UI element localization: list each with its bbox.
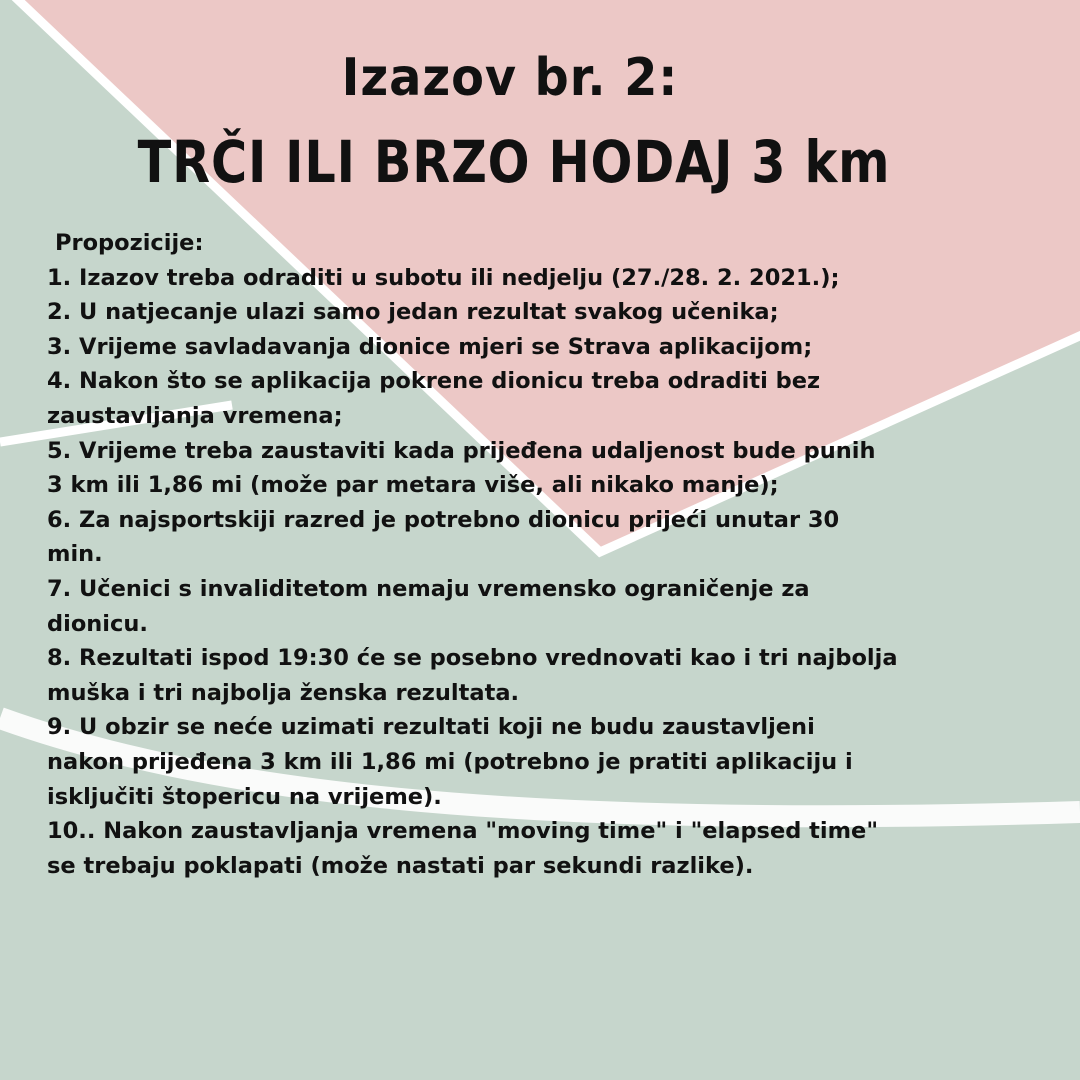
rule-line: 6. Za najsportskiji razred je potrebno dionicu prijeći unutar 30 xyxy=(47,506,840,533)
rules-text xyxy=(47,226,898,883)
rule-line: min. xyxy=(47,541,103,568)
rule-line: muška i tri najbolja ženska rezultata. xyxy=(47,679,520,706)
rule-line: 2. U natjecanje ulazi samo jedan rezultat svakog učenika; xyxy=(47,299,779,326)
rule-line: 1. Izazov treba odraditi u subotu ili nedjelju (27./28. 2. 2021.); xyxy=(47,264,840,291)
rule-line: zaustavljanja vremena; xyxy=(47,402,343,429)
title-line-2: TRČI ILI BRZO HODAJ 3 km xyxy=(137,128,891,196)
rule-line: 7. Učenici s invaliditetom nemaju vremensko ograničenje za xyxy=(47,575,810,602)
rule-line: 3 km ili 1,86 mi (može par metara više, ali nikako manje); xyxy=(47,472,779,499)
rule-line: 10.. Nakon zaustavljanja vremena "moving time" i "elapsed time" xyxy=(47,818,879,845)
rule-line: 9. U obzir se neće uzimati rezultati koji ne budu zaustavljeni xyxy=(47,714,815,741)
rule-line: 4. Nakon što se aplikacija pokrene dionicu treba odraditi bez xyxy=(47,368,821,395)
rule-line: se trebaju poklapati (može nastati par sekundi razlike). xyxy=(47,852,754,879)
title-line-1: Izazov br. 2: xyxy=(341,48,679,108)
rule-line: 8. Rezultati ispod 19:30 će se posebno vrednovati kao i tri najbolja xyxy=(47,645,898,672)
rule-line: nakon prijeđena 3 km ili 1,86 mi (potrebno je pratiti aplikaciju i xyxy=(47,748,853,775)
rule-line: dionicu. xyxy=(47,610,148,637)
rule-line: 3. Vrijeme savladavanja dionice mjeri se Strava aplikacijom; xyxy=(47,333,813,360)
rule-line: 5. Vrijeme treba zaustaviti kada prijeđena udaljenost bude punih xyxy=(47,437,876,464)
rules-heading: Propozicije: xyxy=(55,230,204,256)
rule-line: isključiti štopericu na vrijeme). xyxy=(47,783,442,810)
